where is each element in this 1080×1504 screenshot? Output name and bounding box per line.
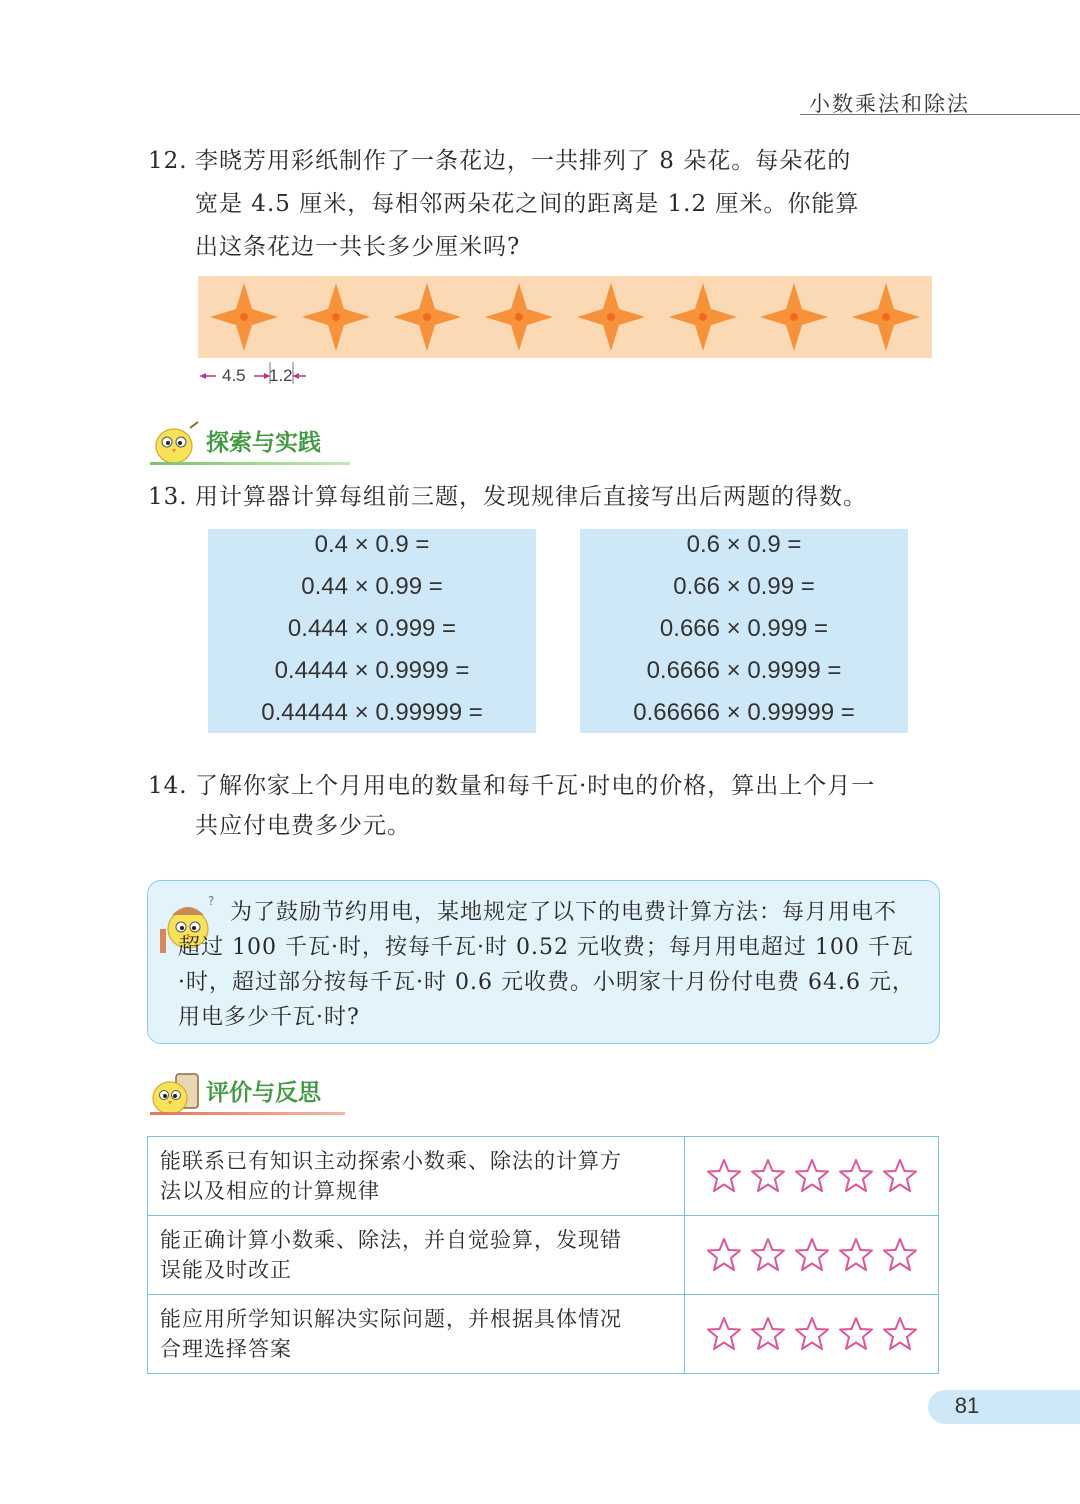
flower-icon: [575, 281, 647, 353]
calc-group-right: [580, 529, 908, 733]
star-rating[interactable]: [685, 1137, 939, 1216]
section-reflect: [150, 1068, 345, 1118]
running-header: 小数乘法和除法: [809, 92, 970, 116]
flower-icon: [208, 281, 280, 353]
star-icon[interactable]: [838, 1158, 874, 1194]
problem-12-line-3: 出这条花边一共长多少厘米吗?: [195, 234, 521, 260]
star-icon[interactable]: [838, 1316, 874, 1352]
problem-13-text: 用计算器计算每组前三题，发现规律后直接写出后两题的得数。: [195, 484, 867, 510]
table-row: [148, 1295, 939, 1374]
star-icon[interactable]: [882, 1158, 918, 1194]
section-explore-label: 探索与实践: [206, 429, 321, 455]
star-icon[interactable]: [706, 1237, 742, 1273]
flower-icon: [758, 281, 830, 353]
star-icon[interactable]: [838, 1237, 874, 1273]
star-icon[interactable]: [794, 1158, 830, 1194]
chick-mascot-icon: [150, 420, 204, 468]
star-icon[interactable]: [794, 1237, 830, 1273]
problem-14-line-1: 了解你家上个月用电的数量和每千瓦·时电的价格，算出上个月一: [195, 773, 876, 799]
svg-text:?: ?: [208, 894, 215, 908]
star-icon[interactable]: [706, 1158, 742, 1194]
criterion-cell: [148, 1137, 685, 1216]
problem-13: [148, 476, 948, 519]
calc-line: 0.666 × 0.999 =: [659, 615, 829, 642]
criterion-cell: [148, 1295, 685, 1374]
flower-border-illustration: [198, 276, 932, 358]
star-icon[interactable]: [882, 1237, 918, 1273]
calc-line: 0.444 × 0.999 =: [287, 615, 457, 642]
calc-line: 0.4444 × 0.9999 =: [274, 657, 470, 684]
problem-12-number: 12.: [148, 148, 188, 174]
calc-line: 0.44444 × 0.99999 =: [261, 699, 483, 726]
calc-line: 0.6666 × 0.9999 =: [646, 657, 842, 684]
calc-line: 0.66666 × 0.99999 =: [633, 699, 855, 726]
calc-group-left: [208, 529, 536, 733]
criterion-line: 能联系已有知识主动探索小数乘、除法的计算方: [160, 1149, 622, 1173]
star-icon[interactable]: [750, 1316, 786, 1352]
measure-width-label: 4.5: [222, 366, 246, 385]
star-icon[interactable]: [750, 1158, 786, 1194]
calc-line: 0.6 × 0.9 =: [686, 531, 802, 558]
criterion-line: 能正确计算小数乘、除法，并自觉验算，发现错: [160, 1228, 622, 1252]
criterion-cell: [148, 1216, 685, 1295]
calc-line: 0.4 × 0.9 =: [314, 531, 430, 558]
problem-13-number: 13.: [148, 484, 188, 510]
table-row: [148, 1216, 939, 1295]
evaluation-table: [147, 1136, 939, 1374]
star-rating[interactable]: [685, 1216, 939, 1295]
header-rule: [800, 114, 1080, 115]
flower-icon: [300, 281, 372, 353]
callout-text: 为了鼓励节约用电，某地规定了以下的电费计算方法：每月用电不超过 100 千瓦·时，按每千瓦·时 0.52 元收费；每月用电超过 100 千瓦·时，超过部分按每千瓦·时 0.6 元收费。小明家十月份付电费 64.6 元，用电多少千瓦·时?: [178, 900, 915, 1030]
section-explore: [150, 418, 350, 468]
electricity-fee-callout: [147, 880, 940, 1044]
problem-14: [148, 766, 948, 846]
problem-12: [148, 140, 948, 269]
criterion-line: 合理选择答案: [160, 1337, 292, 1361]
star-rating[interactable]: [685, 1295, 939, 1374]
star-icon[interactable]: [706, 1316, 742, 1352]
section-explore-underline: [150, 462, 350, 465]
flower-icon: [850, 281, 922, 353]
problem-14-number: 14.: [148, 773, 188, 799]
problem-12-line-1: 李晓芳用彩纸制作了一条花边，一共排列了 8 朵花。每朵花的: [195, 148, 852, 174]
star-icon[interactable]: [794, 1316, 830, 1352]
measure-gap-label: 1.2: [269, 366, 293, 385]
star-icon[interactable]: [750, 1237, 786, 1273]
criterion-line: 法以及相应的计算规律: [160, 1179, 380, 1203]
chick-mirror-icon: [150, 1070, 204, 1118]
flower-icon: [483, 281, 555, 353]
star-icon[interactable]: [882, 1316, 918, 1352]
page-number: 81: [954, 1393, 980, 1418]
flower-icon: [667, 281, 739, 353]
flower-icon: [391, 281, 463, 353]
criterion-line: 误能及时改正: [160, 1258, 292, 1282]
calc-line: 0.44 × 0.99 =: [301, 573, 443, 600]
criterion-line: 能应用所学知识解决实际问题，并根据具体情况: [160, 1307, 622, 1331]
table-row: [148, 1137, 939, 1216]
calc-line: 0.66 × 0.99 =: [673, 573, 815, 600]
section-reflect-label: 评价与反思: [206, 1079, 321, 1105]
flower-measurement: [198, 362, 348, 392]
problem-14-line-2: 共应付电费多少元。: [195, 813, 411, 839]
problem-12-line-2: 宽是 4.5 厘米，每相邻两朵花之间的距离是 1.2 厘米。你能算: [195, 191, 860, 217]
section-reflect-underline: [150, 1112, 345, 1115]
